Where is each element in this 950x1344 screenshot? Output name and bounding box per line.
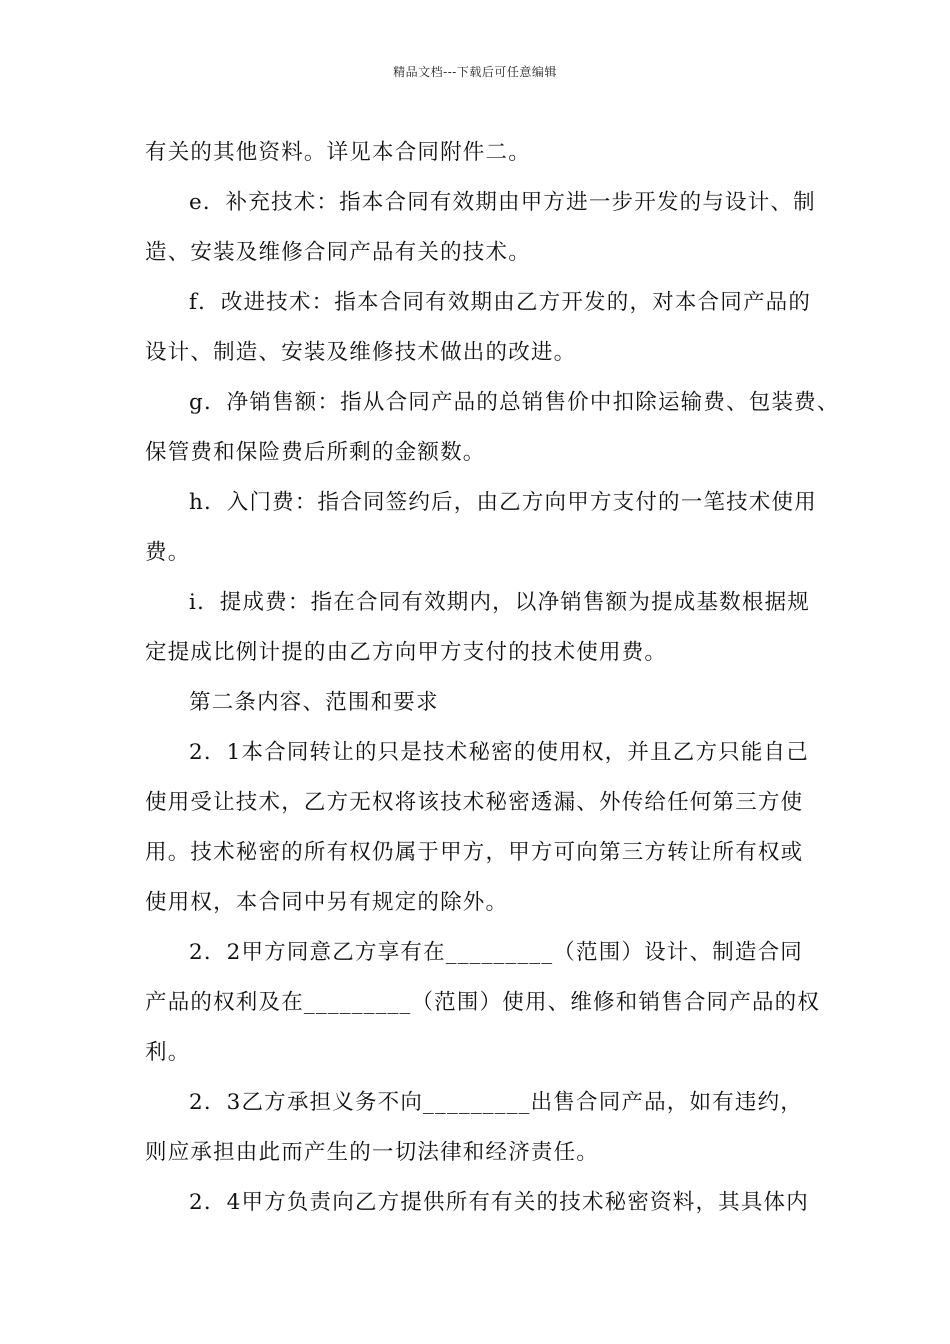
paragraph-line: 使用权，本合同中另有规定的除外。 bbox=[145, 890, 509, 915]
paragraph-line: g．净销售额：指从合同产品的总销售价中扣除运输费、包装费、 bbox=[189, 390, 840, 415]
section-heading: 第二条内容、范围和要求 bbox=[189, 690, 439, 715]
paragraph-line: 2．3乙方承担义务不向_________出售合同产品，如有违约， bbox=[189, 1090, 804, 1115]
paragraph-line: 造、安装及维修合同产品有关的技术。 bbox=[145, 240, 531, 265]
paragraph-line: 2．1本合同转让的只是技术秘密的使用权，并且乙方只能自己 bbox=[189, 740, 809, 765]
paragraph-line: 使用受让技术，乙方无权将该技术秘密透漏、外传给任何第三方使 bbox=[145, 790, 804, 815]
paragraph-line: f．改进技术：指本合同有效期由乙方开发的，对本合同产品的 bbox=[189, 290, 812, 315]
paragraph-line: 有关的其他资料。详见本合同附件二。 bbox=[145, 140, 531, 165]
paragraph-line: 则应承担由此而产生的一切法律和经济责任。 bbox=[145, 1140, 600, 1165]
paragraph-line: 2．4甲方负责向乙方提供所有有关的技术秘密资料，其具体内 bbox=[189, 1190, 809, 1215]
paragraph-line: 利。 bbox=[145, 1040, 191, 1065]
page-header: 精品文档---下载后可任意编辑 bbox=[393, 65, 557, 79]
paragraph-line: h．入门费：指合同签约后，由乙方向甲方支付的一笔技术使用 bbox=[189, 490, 817, 515]
paragraph-line: 保管费和保险费后所剩的金额数。 bbox=[145, 440, 486, 465]
paragraph-line: 用。技术秘密的所有权仍属于甲方，甲方可向第三方转让所有权或 bbox=[145, 840, 804, 865]
paragraph-line: i．提成费：指在合同有效期内，以净销售额为提成基数根据规 bbox=[189, 590, 810, 615]
paragraph-line: 费。 bbox=[145, 540, 191, 565]
paragraph-line: 产品的权利及在_________（范围）使用、维修和销售合同产品的权 bbox=[145, 990, 821, 1015]
paragraph-line: e．补充技术：指本合同有效期由甲方进一步开发的与设计、制 bbox=[189, 190, 816, 215]
paragraph-line: 设计、制造、安装及维修技术做出的改进。 bbox=[145, 340, 577, 365]
paragraph-line: 2．2甲方同意乙方享有在_________（范围）设计、制造合同 bbox=[189, 940, 804, 965]
paragraph-line: 定提成比例计提的由乙方向甲方支付的技术使用费。 bbox=[145, 640, 668, 665]
document-body bbox=[145, 128, 840, 1228]
